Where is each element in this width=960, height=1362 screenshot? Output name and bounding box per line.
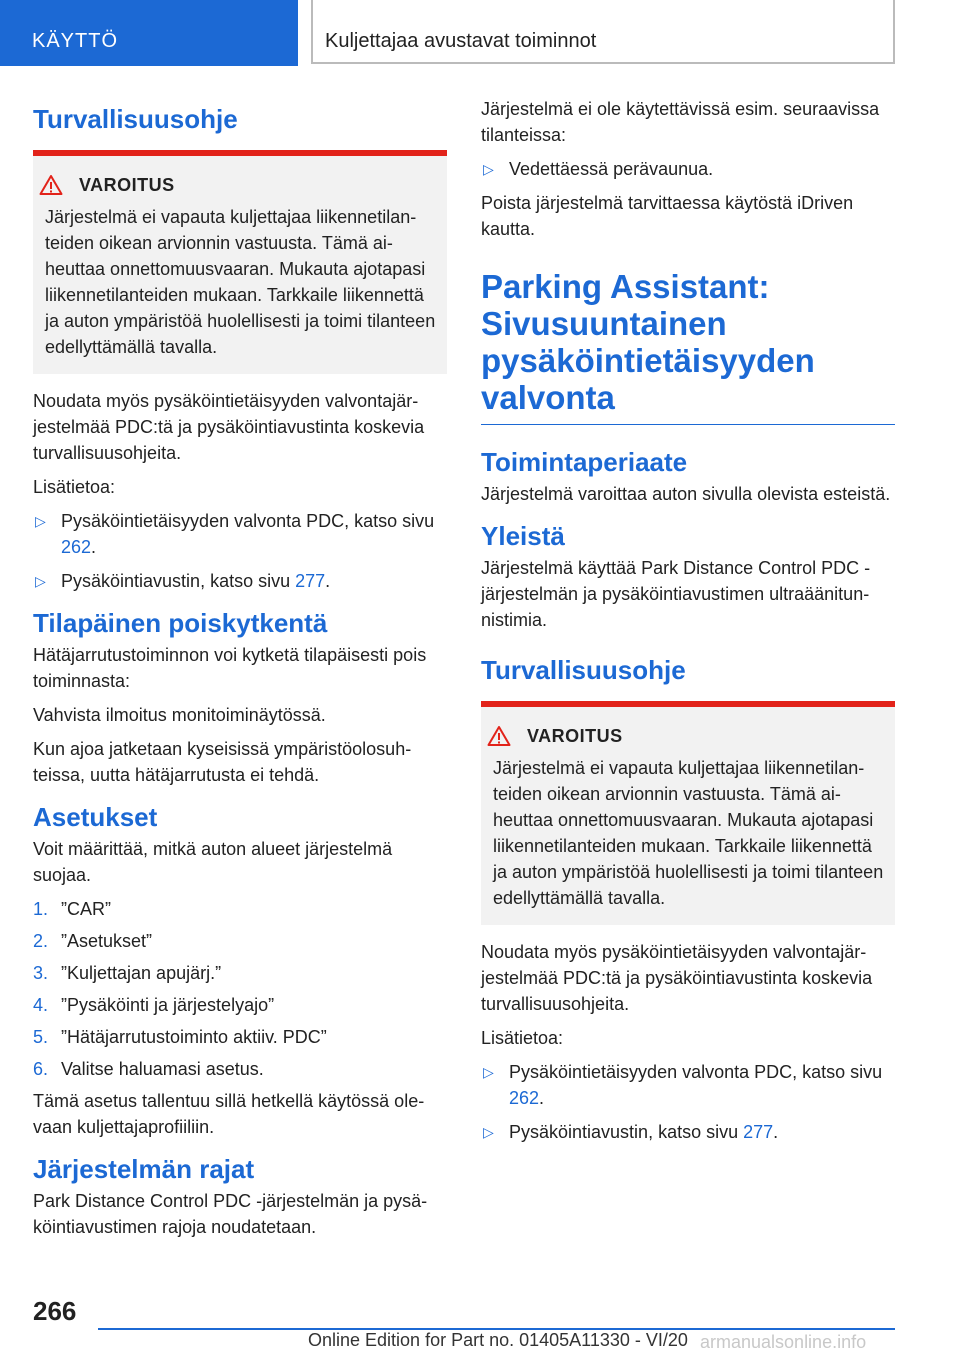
warning-header [39,172,441,198]
step-text: ”Asetukset” [61,931,153,951]
page-link-277[interactable]: 277 [743,1122,774,1142]
ref-text: Pysäköintiavustin, katso sivu [509,1122,744,1142]
more-info-label: Lisätietoa: [33,477,116,497]
warning-box [33,150,447,374]
step-number: 1. [33,899,49,919]
warning-header [487,723,889,749]
list-item [481,1059,895,1111]
edition-text: Online Edition for Part no. 01405A11330 - VI/20 [308,1330,688,1350]
triangle-right-icon: ▷ [483,161,494,177]
safety-heading-right: Turvallisuusohje [481,655,686,685]
main-heading: Parking Assistant: Sivusuuntainen pysäköintietäisyyden valvonta [481,268,895,425]
warning-text: Järjestelmä ei vapauta kuljettajaa liikennetilanteiden oikean arvionnin vastuusta. Tämä aiheuttaa onnettomuusvaaran. Mukauta ajotapasi liikennetilanteiden mukaan. Tarkkaile liikennettä ja auton ympäristöä huolellisesti ja toimi tilanteen edellyttämällä tavalla. [493,758,884,908]
unavailable-intro: Järjestelmä ei ole käytettävissä esim. seuraavissa tilanteissa: [481,99,880,145]
page-link-277[interactable]: 277 [295,571,326,591]
page-footer [0,1290,960,1362]
unavailable-note: Poista järjestelmä tarvittaessa käytöstä iDriven kautta. [481,193,854,239]
list-item-text: Vedettäessä perävaunua. [509,159,714,179]
step-item [33,1024,447,1050]
temp-disable-heading: Tilapäinen poiskytkentä [33,608,328,638]
settings-steps [33,896,447,1082]
page-number: 266 [33,1296,77,1326]
watermark: armanualsonline.info [700,1332,867,1352]
step-text: ”Hätäjarrutustoiminto aktiiv. PDC” [61,1027,327,1047]
temp-text-1: Hätäjarrutustoiminnon voi kytketä tilapäisesti pois toiminnasta: [33,645,427,691]
step-text: Valitse haluamasi asetus. [61,1059,264,1079]
list-item [481,1119,895,1145]
reference-list [481,1059,895,1145]
unavailable-list [481,156,895,182]
step-number: 6. [33,1059,49,1079]
section-tab: KÄYTTÖ [0,0,298,66]
ref-text: Pysäköintietäisyyden valvonta PDC, katso sivu [509,1062,883,1082]
ref-text: Pysäköintietäisyyden valvonta PDC, katso sivu [61,511,435,531]
triangle-right-icon: ▷ [483,1124,494,1140]
right-column [481,96,895,1153]
reference-list [33,508,447,594]
left-column [33,96,447,1248]
chapter-title: Kuljettajaa avustavat toiminnot [311,0,895,64]
warning-triangle-icon [487,725,511,747]
general-text: Järjestelmä käyttää Park Distance Control PDC -järjestelmän ja pysäköintiavustimen ultraäänitunnistimia. [481,558,871,630]
pdc-note: Noudata myös pysäköintietäisyyden valvontajärjestelmää PDC:tä ja pysäköintiavustinta koskevia turvallisuusohjeita. [481,942,873,1014]
triangle-right-icon: ▷ [35,513,46,529]
warning-triangle-icon [39,174,63,196]
settings-note: Tämä asetus tallentuu sillä hetkellä käytössä olevaan kuljettajaprofiiliin. [33,1091,425,1137]
step-number: 4. [33,995,49,1015]
settings-intro: Voit määrittää, mitkä auton alueet järjestelmä suojaa. [33,839,393,885]
step-text: ”CAR” [61,899,111,919]
ref-end: . [91,537,97,557]
temp-text-3: Kun ajoa jatketaan kyseisissä ympäristöolosuhteissa, uutta hätäjarrutusta ei tehdä. [33,739,412,785]
step-item [33,928,447,954]
limits-heading: Järjestelmän rajat [33,1154,255,1184]
warning-title: VAROITUS [79,175,175,195]
page-header [0,0,960,66]
step-item [33,992,447,1018]
general-heading: Yleistä [481,521,565,551]
step-item [33,960,447,986]
pdc-note: Noudata myös pysäköintietäisyyden valvontajärjestelmää PDC:tä ja pysäköintiavustinta koskevia turvallisuusohjeita. [33,391,425,463]
triangle-right-icon: ▷ [483,1064,494,1080]
safety-heading: Turvallisuusohje [33,104,238,134]
limits-text: Park Distance Control PDC -järjestelmän ja pysäköintiavustimen rajoja noudatetaan. [33,1191,428,1237]
principle-heading: Toimintaperiaate [481,447,688,477]
list-item [481,156,895,182]
principle-text: Järjestelmä varoittaa auton sivulla olevista esteistä. [481,484,891,504]
step-number: 5. [33,1027,49,1047]
warning-text: Järjestelmä ei vapauta kuljettajaa liikennetilanteiden oikean arvionnin vastuusta. Tämä aiheuttaa onnettomuusvaaran. Mukauta ajotapasi liikennetilanteiden mukaan. Tarkkaile liikennettä ja auton ympäristöä huolellisesti ja toimi tilanteen edellyttämällä tavalla. [45,207,436,357]
settings-heading: Asetukset [33,802,158,832]
step-item [33,1056,447,1082]
list-item [33,508,447,560]
ref-end: . [773,1122,779,1142]
ref-end: . [539,1088,545,1108]
warning-title: VAROITUS [527,726,623,746]
step-number: 3. [33,963,49,983]
step-number: 2. [33,931,49,951]
page-link-262[interactable]: 262 [509,1088,540,1108]
ref-end: . [325,571,331,591]
step-text: ”Kuljettajan apujärj.” [61,963,222,983]
list-item [33,568,447,594]
page-link-262[interactable]: 262 [61,537,92,557]
more-info-label: Lisätietoa: [481,1028,564,1048]
step-item [33,896,447,922]
warning-box [481,701,895,925]
triangle-right-icon: ▷ [35,573,46,589]
temp-text-2: Vahvista ilmoitus monitoiminäytössä. [33,705,326,725]
step-text: ”Pysäköinti ja järjestelyajo” [61,995,275,1015]
ref-text: Pysäköintiavustin, katso sivu [61,571,296,591]
